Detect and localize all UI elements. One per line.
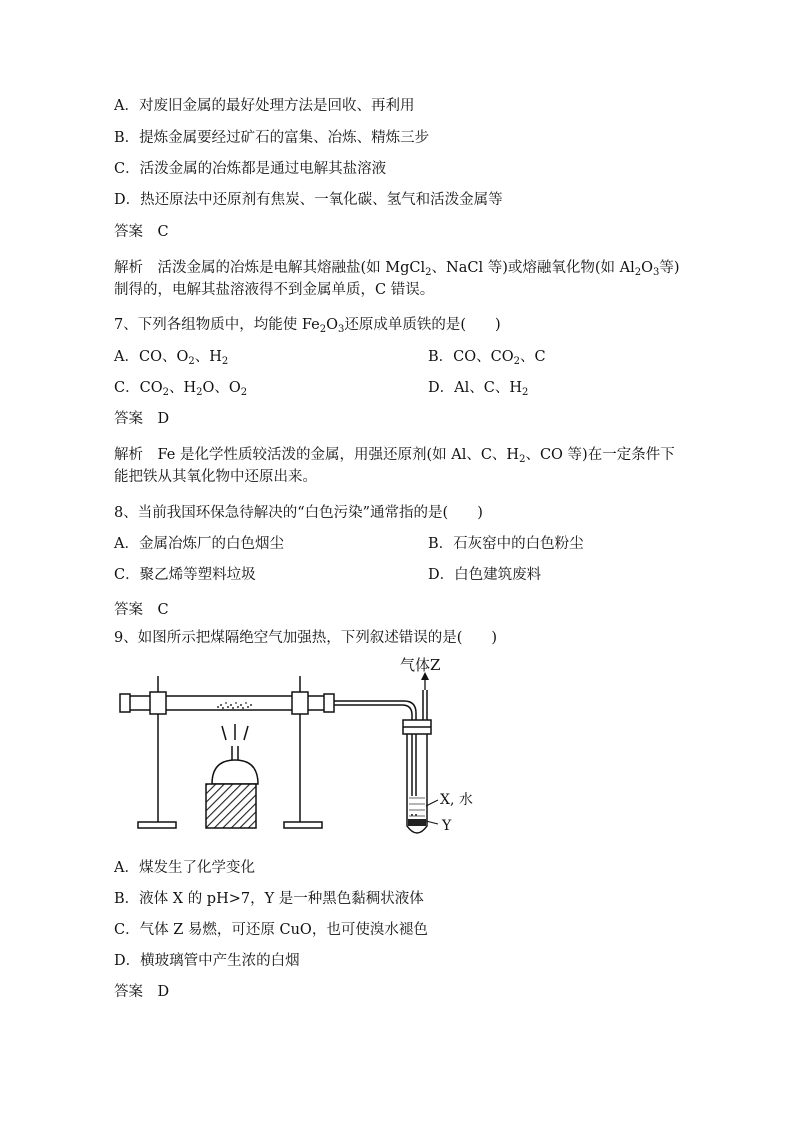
- left-stand-base: [138, 822, 176, 828]
- q9-option-c: C．气体 Z 易燃，可还原 CuO，也可使溴水褪色: [114, 922, 428, 938]
- q7-stem: 7、下列各组物质中，均能使 $Fe_2O_3$还原成单质铁的是( ): [114, 317, 501, 335]
- q7-option-a: A．CO、$O_2$、$H_2$: [114, 349, 229, 367]
- q8-option-c: C．聚乙烯等塑料垃圾: [114, 567, 256, 583]
- x-water-label: X, 水: [440, 792, 473, 808]
- x-label-pointer: [426, 800, 438, 806]
- q7-option-d: D．Al、C、$H_2$: [428, 380, 529, 398]
- q6-option-a: A．对废旧金属的最好处理方法是回收、再利用: [114, 98, 415, 114]
- q6-analysis: 解析 活泼金属的冶炼是电解其熔融盐(如 MgCl$_2$、NaCl 等)或熔融氧化物(如 $Al_2O_3$等)制得的，电解其盐溶液得不到金属单质，C 错误。: [114, 260, 680, 298]
- q8-option-b: B．石灰窑中的白色粉尘: [428, 536, 584, 552]
- q8-answer: 答案 C: [114, 602, 169, 618]
- q6-option-b: B．提炼金属要经过矿石的富集、冶炼、精炼三步: [114, 130, 430, 146]
- y-label: Y: [442, 818, 452, 834]
- coal-distillation-figure: [114, 656, 494, 846]
- q7-option-b: B．CO、$CO_2$、C: [428, 349, 546, 367]
- q7-option-c: C．$CO_2$、$H_2O$、$O_2$: [114, 380, 248, 398]
- right-stand-base: [284, 822, 322, 828]
- q9-answer: 答案 D: [114, 984, 170, 1000]
- right-clamp: [292, 692, 308, 714]
- test-tube: [407, 726, 427, 833]
- q9-option-a: A．煤发生了化学变化: [114, 860, 255, 876]
- burner-body: [212, 760, 258, 784]
- left-clamp: [150, 692, 166, 714]
- q8-option-a: A．金属冶炼厂的白色烟尘: [114, 536, 284, 552]
- q8-option-d: D．白色建筑废料: [428, 567, 542, 583]
- q9-option-d: D．横玻璃管中产生浓的白烟: [114, 953, 300, 969]
- liquid-y: [408, 819, 426, 826]
- q7-answer: 答案 D: [114, 411, 170, 427]
- burner-stand-block: [206, 784, 256, 828]
- q9-option-b: B．液体 X 的 pH>7，Y 是一种黑色黏稠状液体: [114, 891, 424, 907]
- liquid-x: [408, 796, 426, 814]
- q7-analysis: 解析 Fe 是化学性质较活泼的金属，用强还原剂(如 Al、C、$H_2$、CO 等)在一定条件下能把铁从其氧化物中还原出来。: [114, 447, 675, 485]
- coal-particles: [217, 702, 252, 709]
- q6-option-c: C．活泼金属的冶炼都是通过电解其盐溶液: [114, 161, 387, 177]
- gas-z-label: 气体Z: [400, 656, 441, 674]
- q6-option-d: D．热还原法中还原剂有焦炭、一氧化碳、氢气和活泼金属等: [114, 192, 503, 208]
- delivery-tube: [334, 701, 416, 816]
- apparatus-diagram: [114, 656, 494, 846]
- y-label-pointer: [426, 821, 438, 824]
- q8-stem: 8、当前我国环保急待解决的“白色污染”通常指的是( ): [114, 505, 483, 521]
- right-stopper: [324, 694, 334, 712]
- left-stopper: [120, 694, 130, 712]
- q6-answer: 答案 C: [114, 224, 169, 240]
- q9-stem: 9、如图所示把煤隔绝空气加强热，下列叙述错误的是( ): [114, 630, 498, 646]
